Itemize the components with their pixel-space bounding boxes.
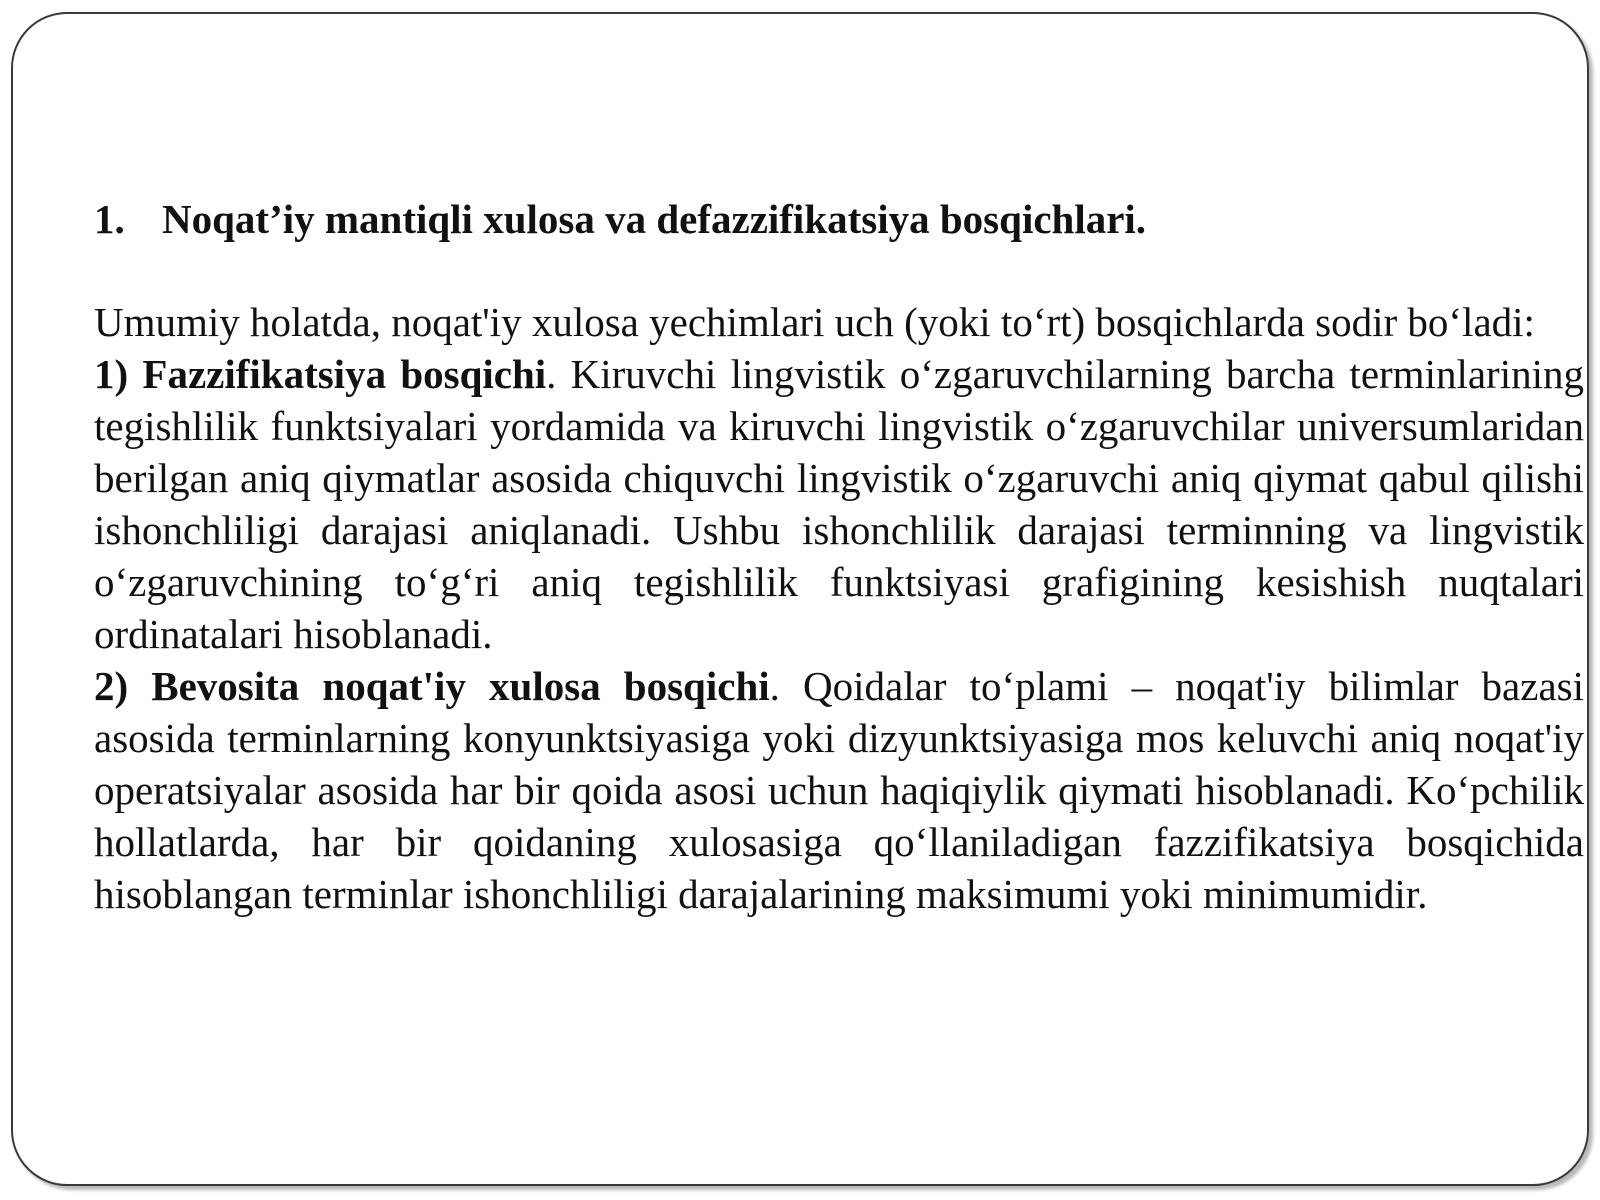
slide-content — [94, 194, 1584, 920]
intro-paragraph: Umumiy holatda, noqat'iy xulosa yechimlari uch (yoki to‘rt) bosqichlarda sodir bo‘ladi: — [94, 299, 1535, 345]
stage-1-title: 1) Fazzifikatsiya bosqichi — [94, 351, 547, 397]
stage-1-paragraph — [94, 348, 1584, 660]
heading-title: Noqat’iy mantiqli xulosa va defazzifikatsiya bosqichlari. — [162, 196, 1147, 242]
stage-2-title: 2) Bevosita noqat'iy xulosa bosqichi — [94, 663, 770, 709]
slide-frame — [11, 12, 1589, 1186]
heading-number: 1. — [94, 196, 125, 242]
stage-2-text: . Qoidalar to‘plami – noqat'iy bilimlar bazasi asosida terminlarning konyunktsiyasiga yoki dizyunktsiyasiga mos keluvchi aniq noqat'iy operatsiyalar asosida har bir qoida asosi uchun haqiqiylik qiymati hisoblanadi. Ko‘pchilik hollatlarda, har bir qoidaning xulosasiga qo‘llaniladigan fazzifikatsiya bosqichida hisoblangan terminlar ishonchliligi darajalarining maksimumi yoki minimumidir. — [94, 663, 1584, 917]
section-heading — [94, 194, 1584, 244]
stage-2-paragraph — [94, 660, 1584, 920]
stage-1-text: . Kiruvchi lingvistik o‘zgaruvchilarning barcha terminlarining tegishlilik funktsiyalari yordamida va kiruvchi lingvistik o‘zgaruvchilar universumlaridan berilgan aniq qiymatlar asosida chiquvchi lingvistik o‘zgaruvchi aniq qiymat qabul qilishi ishonchliligi darajasi aniqlanadi. Ushbu ishonchlilik darajasi terminning va lingvistik o‘zgaruvchining to‘g‘ri aniq tegishlilik funktsiyasi grafigining kesishish nuqtalari ordinatalari hisoblanadi. — [94, 351, 1584, 657]
